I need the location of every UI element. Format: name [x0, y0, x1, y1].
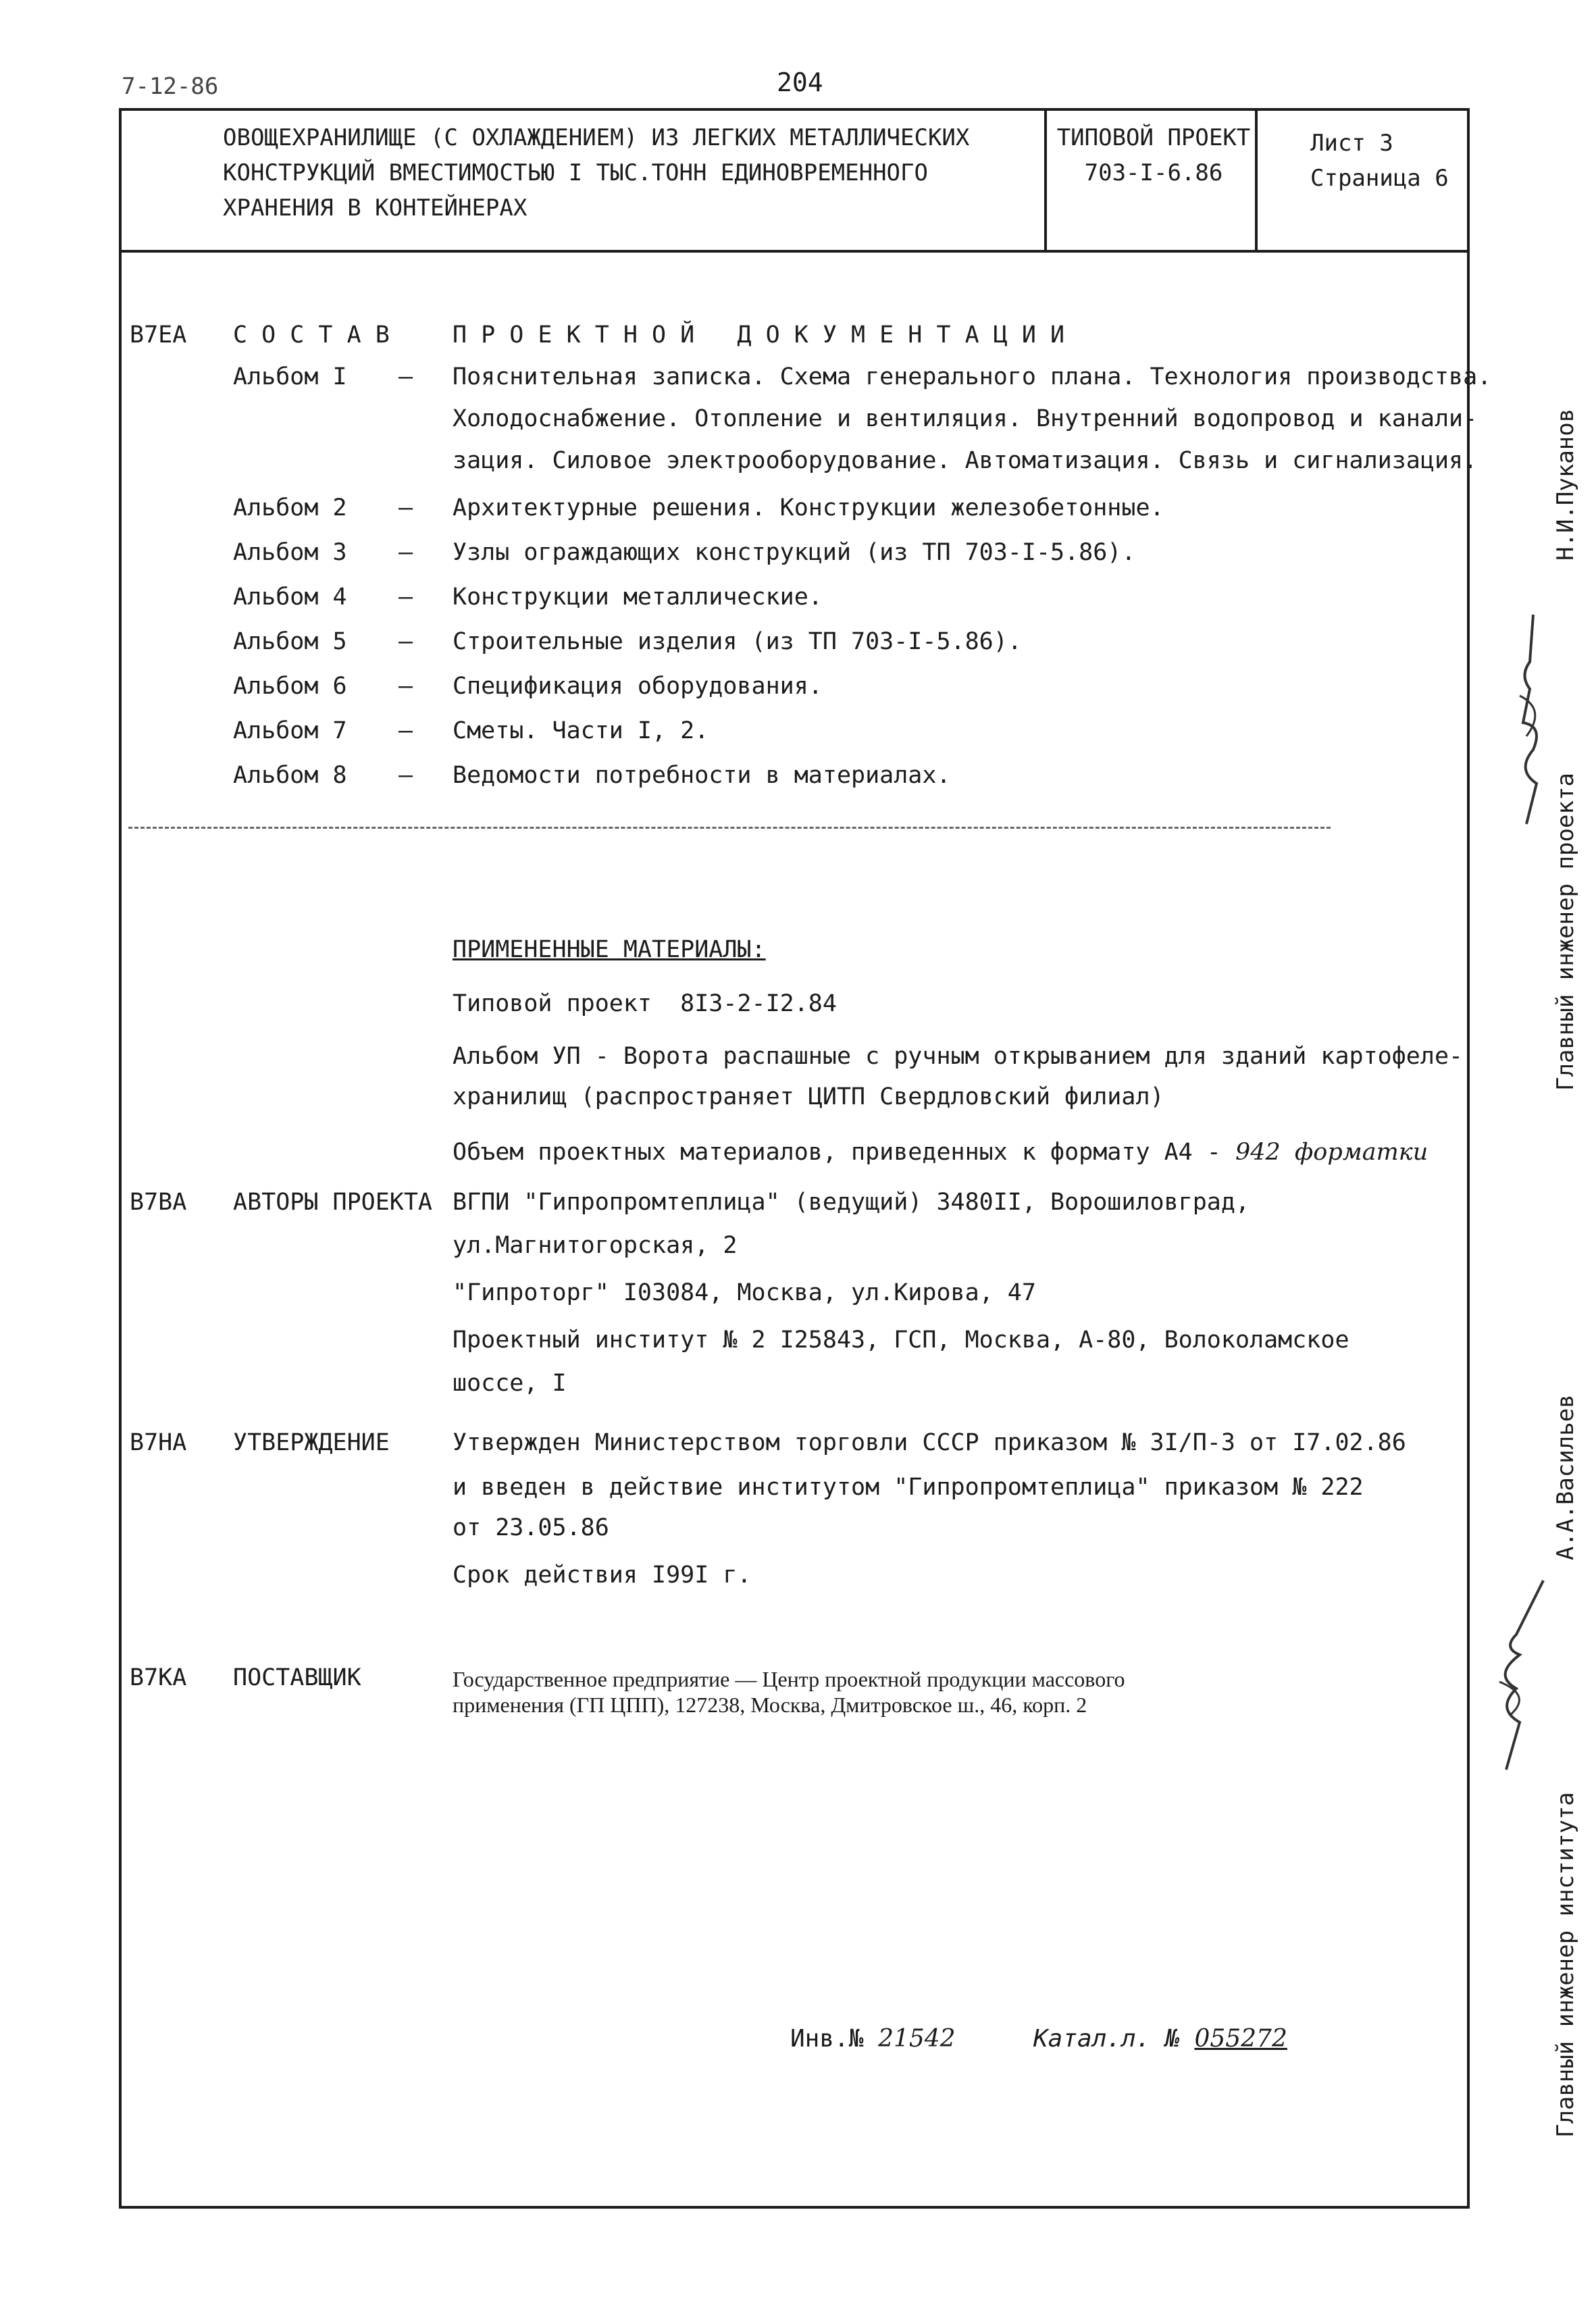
catalog-number	[1033, 2025, 1287, 2053]
volume-value: 942	[1235, 1139, 1281, 1166]
album-name: Альбом 8	[233, 762, 347, 789]
album-desc: Спецификация оборудования.	[453, 673, 823, 700]
album-name: Альбом 4	[233, 584, 347, 611]
signature-chief-engineer	[1506, 608, 1560, 831]
header-divider	[1044, 111, 1047, 250]
supplier-line: применения (ГП ЦПП), 127238, Москва, Дмитровское ш., 46, корп. 2	[453, 1693, 1087, 1717]
authors-label: АВТОРЫ ПРОЕКТА	[233, 1189, 433, 1216]
authors-line: Проектный институт № 2 I25843, ГСП, Москва, А-80, Волоколамское	[453, 1327, 1349, 1354]
album-desc: Строительные изделия (из ТП 703-I-5.86).	[453, 628, 1022, 655]
album-desc: Пояснительная записка. Схема генерального плана. Технология производства.	[453, 363, 1492, 390]
volume-unit: форматки	[1294, 1139, 1428, 1166]
document-frame	[119, 108, 1492, 2209]
album-dash: –	[398, 494, 413, 521]
approval-line: от 23.05.86	[453, 1514, 609, 1541]
album-dash: –	[398, 539, 413, 566]
album-dash: –	[398, 673, 413, 700]
album-dash: –	[398, 717, 413, 744]
section-code: В7ЕА	[130, 322, 187, 349]
catalog-value: 055272	[1194, 2025, 1287, 2053]
materials-heading: ПРИМЕНЕННЫЕ МАТЕРИАЛЫ:	[453, 936, 766, 963]
album-name: Альбом 3	[233, 539, 347, 566]
chief-engineer-title: Главный инженер проекта	[1552, 773, 1579, 1091]
album-dash: –	[398, 584, 413, 611]
project-label: ТИПОВОЙ ПРОЕКТ	[1056, 124, 1251, 151]
page-in-doc: Страница 6	[1310, 165, 1449, 192]
catalog-label: Катал.л. №	[1033, 2025, 1180, 2053]
materials-album-line: Альбом УП - Ворота распашные с ручным открыванием для зданий картофеле-	[453, 1043, 1464, 1070]
composition-heading-2: П Р О Е К Т Н О Й Д О К У М Е Н Т А Ц И И	[453, 322, 1065, 349]
album-desc: Архитектурные решения. Конструкции железобетонные.	[453, 494, 1164, 521]
album-name: Альбом 2	[233, 494, 347, 521]
album-desc: Конструкции металлические.	[453, 584, 823, 611]
album-name: Альбом 6	[233, 673, 347, 700]
title-line: ОВОЩЕХРАНИЛИЩЕ (С ОХЛАЖДЕНИЕМ) ИЗ ЛЕГКИХ МЕТАЛЛИЧЕСКИХ	[223, 124, 970, 151]
chief-engineer-name: Н.И.Пуканов	[1552, 408, 1579, 561]
album-desc: зация. Силовое электрооборудование. Автоматизация. Связь и сигнализация.	[453, 447, 1478, 474]
authors-code: В7ВА	[130, 1189, 187, 1216]
album-name: Альбом 7	[233, 717, 347, 744]
album-desc: Сметы. Части I, 2.	[453, 717, 709, 744]
album-desc: Узлы ограждающих конструкций (из ТП 703-I-5.86).	[453, 539, 1136, 566]
approval-line: Утвержден Министерством торговли СССР приказом № 3I/П-3 от I7.02.86	[453, 1429, 1406, 1456]
materials-volume	[453, 1139, 1428, 1166]
authors-line: "Гипроторг" I03084, Москва, ул.Кирова, 47	[453, 1279, 1036, 1306]
approval-label: УТВЕРЖДЕНИЕ	[233, 1429, 390, 1456]
title-line: ХРАНЕНИЯ В КОНТЕЙНЕРАХ	[223, 195, 527, 222]
album-dash: –	[398, 363, 413, 390]
album-name: Альбом I	[233, 363, 347, 390]
approval-line: и введен в действие институтом "Гипропромтеплица" приказом № 222	[453, 1474, 1364, 1501]
authors-line: ВГПИ "Гипропромтеплица" (ведущий) 3480II, Ворошиловград,	[453, 1189, 1250, 1216]
composition-heading-1: С О С Т А В	[233, 322, 390, 349]
project-number: 703-I-6.86	[1084, 159, 1223, 186]
supplier-code: В7КА	[130, 1664, 187, 1691]
inventory-number	[790, 2025, 956, 2053]
title-line: КОНСТРУКЦИЙ ВМЕСТИМОСТЬЮ I ТЫС.ТОНН ЕДИНОВРЕМЕННОГО	[223, 159, 928, 186]
inv-label: Инв.№	[790, 2025, 864, 2053]
approval-code: В7НА	[130, 1429, 187, 1456]
album-dash: –	[398, 628, 413, 655]
inv-value: 21542	[878, 2025, 956, 2053]
album-name: Альбом 5	[233, 628, 347, 655]
header-divider	[1255, 111, 1258, 250]
date-stamp: 7-12-86	[122, 73, 219, 100]
album-desc: Холодоснабжение. Отопление и вентиляция. Внутренний водопровод и канали-	[453, 405, 1478, 432]
page-number: 204	[777, 68, 823, 97]
supplier-line: Государственное предприятие — Центр проектной продукции массового	[453, 1667, 1125, 1691]
supplier-label: ПОСТАВЩИК	[233, 1664, 361, 1691]
materials-album-line: хранилищ (распространяет ЦИТП Свердловский филиал)	[453, 1083, 1164, 1110]
volume-text: Объем проектных материалов, приведенных к формату А4 -	[453, 1139, 1221, 1166]
authors-line: шоссе, I	[453, 1370, 567, 1397]
dashed-separator	[128, 827, 1331, 829]
album-dash: –	[398, 762, 413, 789]
institute-engineer-title: Главный инженер института	[1552, 1792, 1579, 2138]
album-desc: Ведомости потребности в материалах.	[453, 762, 951, 789]
sheet-number: Лист 3	[1310, 130, 1393, 157]
title-block	[122, 111, 1467, 253]
approval-line: Срок действия I99I г.	[453, 1562, 752, 1589]
authors-line: ул.Магнитогорская, 2	[453, 1232, 738, 1259]
institute-engineer-name: А.А.Васильев	[1552, 1394, 1579, 1560]
signature-institute-engineer	[1479, 1574, 1553, 1776]
materials-project: Типовой проект 8I3-2-I2.84	[453, 990, 837, 1017]
